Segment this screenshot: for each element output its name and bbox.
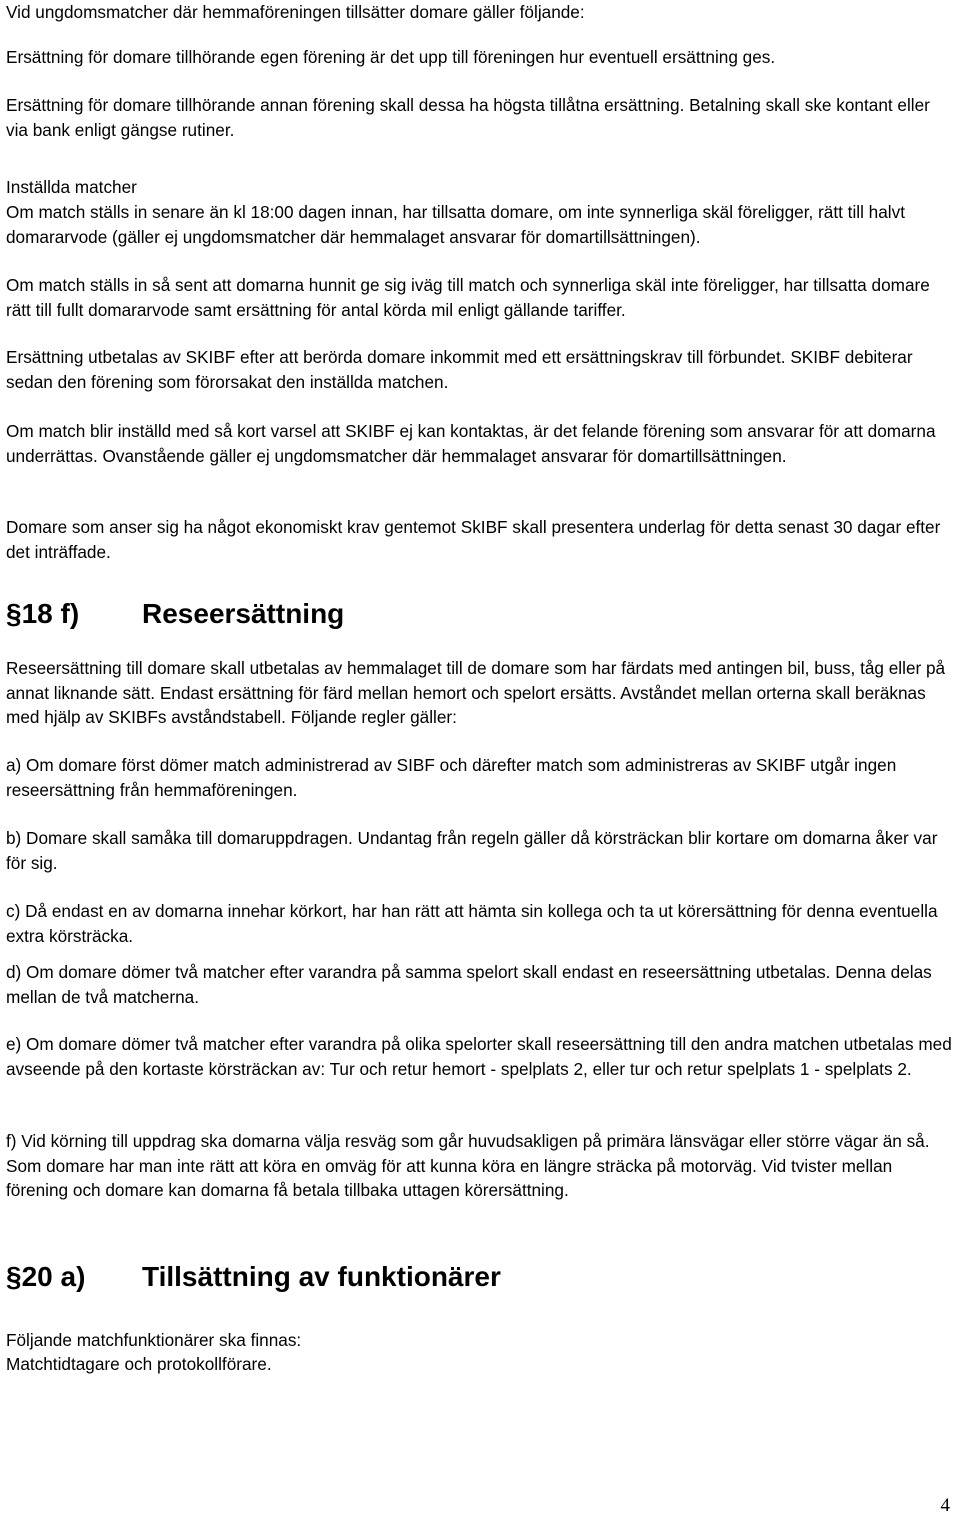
section-18f-intro: Reseersättning till domare skall utbetalas av hemmalaget till de domare som har färdats med antingen bil, buss, tåg eller på annat liknande sätt. Endast ersättning för färd mellan hemort och spelort ersätts. Avståndet mellan orterna skall beräknas med hjälp av SKIBFs avståndstabell. Följande regler gäller:	[6, 658, 946, 727]
page-number: 4	[940, 1495, 950, 1516]
section-20a-paragraph-2: Matchtidtagare och protokollförare.	[6, 1354, 272, 1374]
section-20a-number: §20 a)	[6, 1261, 86, 1292]
rule-d: d) Om domare dömer två matcher efter varandra på samma spelort skall endast en reseersättning utbetalas. Denna delas mellan de två matcherna.	[6, 962, 932, 1007]
rule-f: f) Vid körning till uppdrag ska domarna välja resväg som går huvudsakligen på primära länsvägar eller större vägar än så. Som domare har man inte rätt att köra en omväg för att kunna köra en längre sträcka på motorväg. Vid tvister mellan förening och domare kan domarna få betala tillbaka uttagen körersättning.	[6, 1131, 930, 1200]
cancelled-paragraph-4: Om match blir inställd med så kort varsel att SKIBF ej kan kontaktas, är det felande förening som ansvarar för att domarna underrättas. Ovanstående gäller ej ungdomsmatcher där hemmalaget ansvarar för domartillsättningen.	[6, 421, 936, 466]
section-18f-number: §18 f)	[6, 598, 80, 629]
cancelled-paragraph-5: Domare som anser sig ha något ekonomiskt krav gentemot SkIBF skall presentera underlag för detta senast 30 dagar efter det inträffade.	[6, 517, 941, 562]
rule-b: b) Domare skall samåka till domaruppdragen. Undantag från regeln gäller då körsträckan blir kortare om domarna åker var för sig.	[6, 828, 938, 873]
section-20a-heading	[6, 1260, 501, 1294]
rule-a: a) Om domare först dömer match administrerad av SIBF och därefter match som administreras av SKIBF utgår ingen reseersättning från hemmaföreningen.	[6, 755, 897, 800]
intro-paragraph-1: Vid ungdomsmatcher där hemmaföreningen tillsätter domare gäller följande:	[6, 2, 585, 22]
section-18f-heading	[6, 597, 344, 631]
cancelled-paragraph-3: Ersättning utbetalas av SKIBF efter att berörda domare inkommit med ett ersättningskrav till förbundet. SKIBF debiterar sedan den förening som förorsakat den inställda matchen.	[6, 347, 913, 392]
cancelled-paragraph-1: Om match ställs in senare än kl 18:00 dagen innan, har tillsatta domare, om inte synnerliga skäl föreligger, rätt till halvt domararvode (gäller ej ungdomsmatcher där hemmalaget ansvarar för domartillsättningen).	[6, 202, 905, 247]
intro-paragraph-2: Ersättning för domare tillhörande egen förening är det upp till föreningen hur eventuell ersättning ges.	[6, 47, 776, 67]
intro-paragraph-3: Ersättning för domare tillhörande annan förening skall dessa ha högsta tillåtna ersättning. Betalning skall ske kontant eller via bank enligt gängse rutiner.	[6, 95, 930, 140]
section-20a-paragraph-1: Följande matchfunktionärer ska finnas:	[6, 1330, 302, 1350]
cancelled-matches-heading: Inställda matcher	[6, 177, 137, 197]
section-18f-title: Reseersättning	[142, 598, 345, 629]
rule-e: e) Om domare dömer två matcher efter varandra på olika spelorter skall reseersättning till den andra matchen utbetalas med avseende på den kortaste körsträckan av: Tur och retur hemort - spelplats 2, eller tur och retur spelplats 1 - spelplats 2.	[6, 1034, 952, 1079]
section-20a-title: Tillsättning av funktionärer	[142, 1261, 501, 1292]
cancelled-paragraph-2: Om match ställs in så sent att domarna hunnit ge sig iväg till match och synnerliga skäl inte föreligger, har tillsatta domare rätt till fullt domararvode samt ersättning för antal körda mil enligt gällande tariffer.	[6, 275, 930, 320]
rule-c: c) Då endast en av domarna innehar körkort, har han rätt att hämta sin kollega och ta ut körersättning för denna eventuella extra körsträcka.	[6, 901, 938, 946]
